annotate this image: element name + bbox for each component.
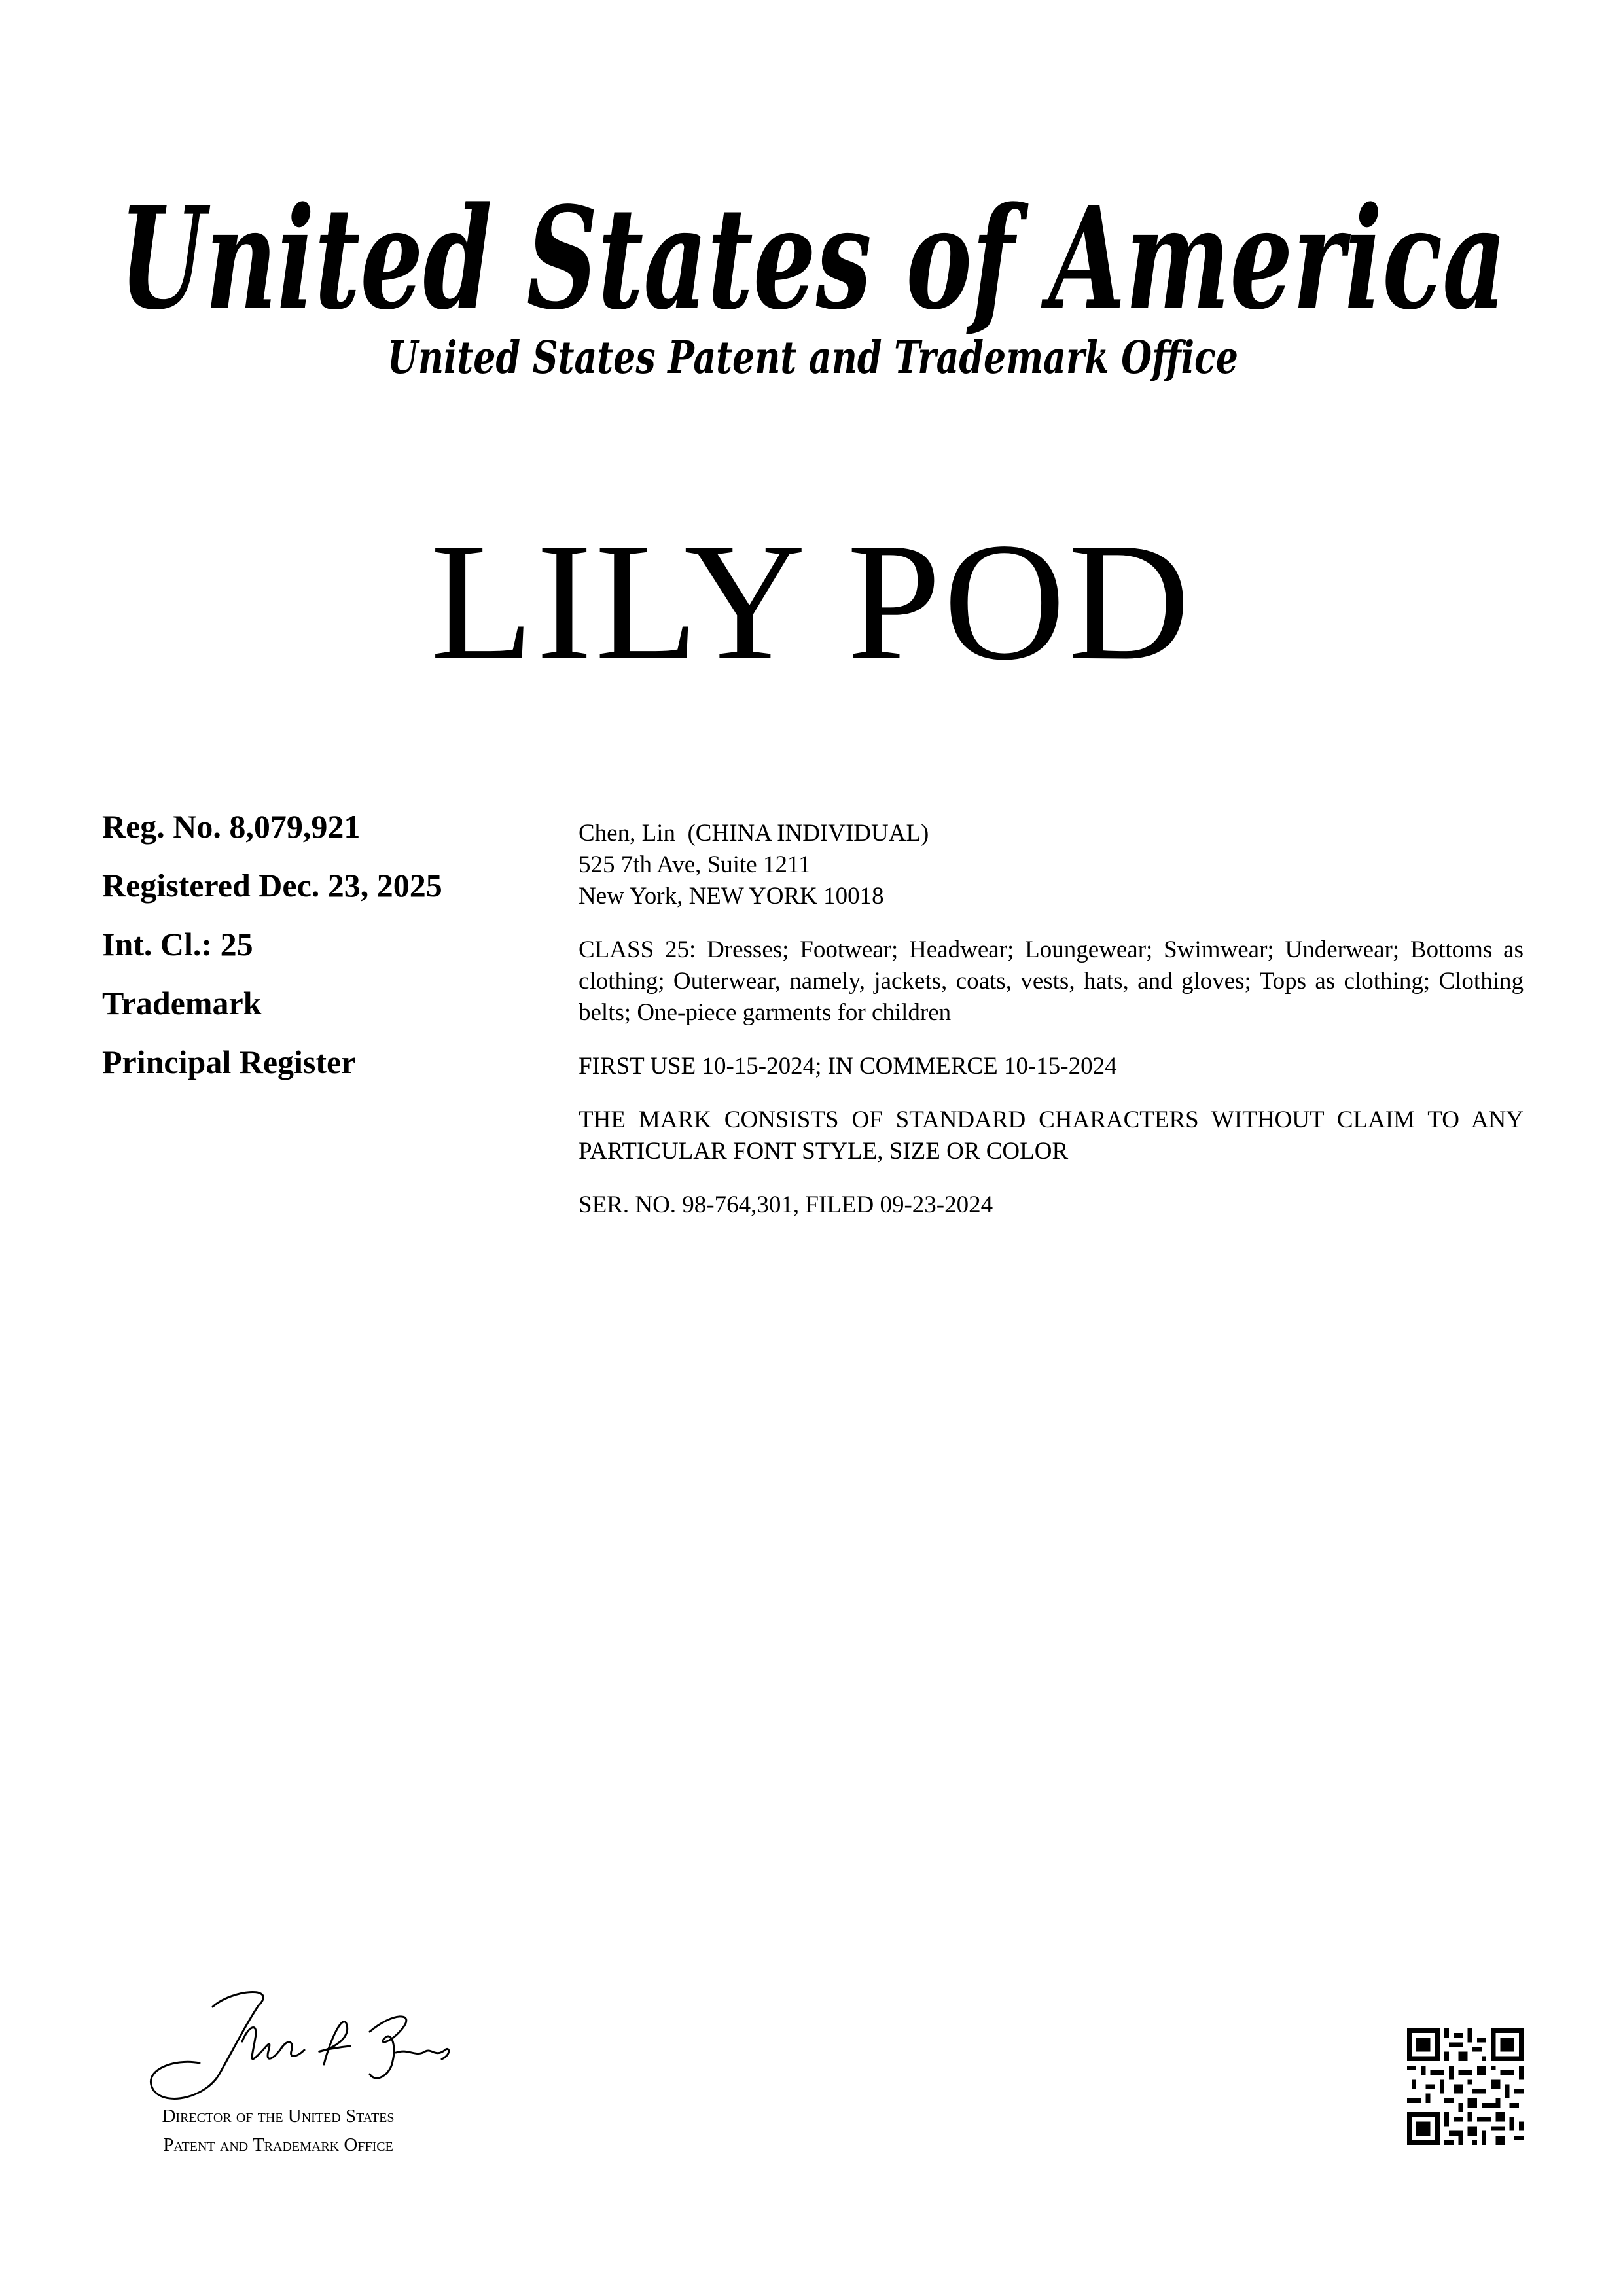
- trademark-text: LILY POD: [430, 508, 1193, 695]
- goods-and-services: CLASS 25: Dresses; Footwear; Headwear; Loungewear; Swimwear; Underwear; Bottoms as clothing; Outerwear, namely, jackets, coats, vests, hats, and gloves; Tops as clothing; Clothing belts; One-piece garments for children: [579, 936, 1524, 1026]
- owner-address-line1: 525 7th Ave, Suite 1211: [579, 851, 811, 878]
- signature-icon: [134, 1986, 455, 2107]
- director-title-line2: Patent and Trademark Office: [163, 2134, 393, 2155]
- registered-date: Registered Dec. 23, 2025: [102, 867, 442, 904]
- registration-details: [102, 797, 527, 1091]
- mark-description: THE MARK CONSISTS OF STANDARD CHARACTERS WITHOUT CLAIM TO ANY PARTICULAR FONT STYLE, SIZE OR COLOR: [579, 1106, 1524, 1165]
- register-type: Principal Register: [102, 1044, 356, 1080]
- international-class: Int. Cl.: 25: [102, 926, 253, 963]
- director-title-line1: Director of the United States: [162, 2106, 395, 2127]
- header-banner: [101, 167, 1525, 389]
- header-title: United States of America: [119, 177, 1507, 341]
- header-banner-graphic: [101, 167, 1525, 389]
- first-use: FIRST USE 10-15-2024; IN COMMERCE 10-15-2024: [579, 1053, 1117, 1080]
- director-title: [79, 2102, 478, 2159]
- serial-number: SER. NO. 98-764,301, FILED 09-23-2024: [579, 1192, 993, 1218]
- owner-address-line2: New York, NEW YORK 10018: [579, 883, 884, 910]
- owner-name: Chen, Lin (CHINA INDIVIDUAL): [579, 820, 929, 847]
- registration-body: [579, 818, 1524, 1221]
- qr-code-icon: [1407, 2028, 1524, 2145]
- header-subtitle: United States Patent and Trademark Office: [387, 332, 1238, 384]
- reg-number: Reg. No. 8,079,921: [102, 808, 361, 845]
- mark-type: Trademark: [102, 985, 262, 1021]
